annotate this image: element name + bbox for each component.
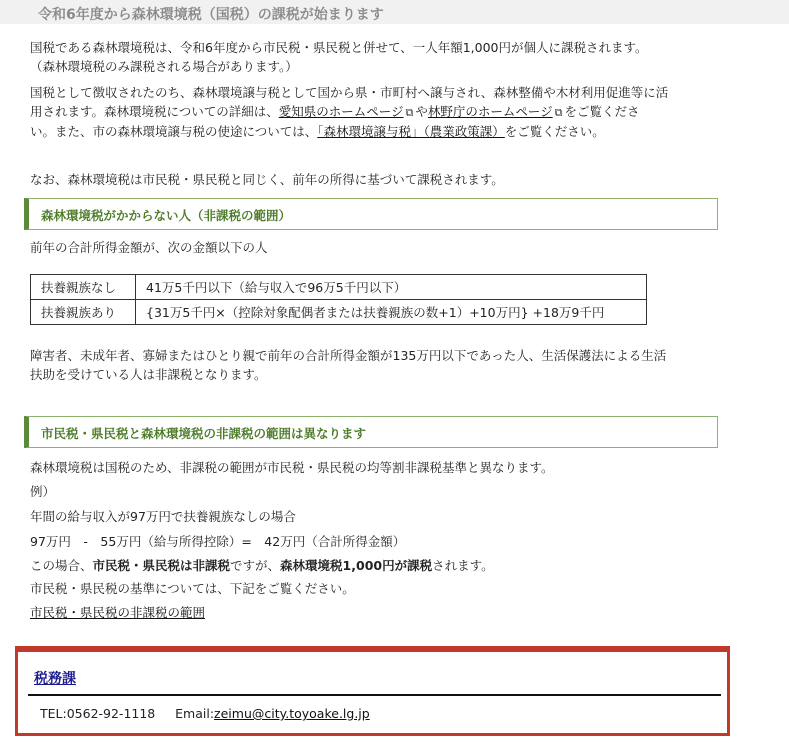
table-row (31, 300, 647, 325)
contact-email-link[interactable]: zeimu@city.toyoake.lg.jp (214, 706, 370, 721)
section-heading-difference (24, 416, 718, 448)
section2-text: この場合、 (30, 558, 93, 573)
table-cell-value: 41万5千円以下（給与収入で96万5千円以下） (136, 275, 647, 300)
intro-p2-text: や (415, 104, 428, 119)
intro-note: なお、森林環境税は市民税・県民税と同じく、前年の所得に基づいて課税されます。 (30, 172, 504, 187)
section2-text: されます。 (432, 558, 494, 573)
section-heading-text: 森林環境税がかからない人（非課税の範囲） (41, 208, 292, 223)
contact-info (40, 706, 370, 721)
section1-note-line: 扶助を受けている人は非課税となります。 (30, 367, 267, 382)
intro-paragraph-2 (30, 83, 668, 141)
contact-divider (28, 694, 721, 696)
page-title: 令和6年度から森林環境税（国税）の課税が始まります (38, 7, 384, 23)
table-cell-label: 扶養親族なし (31, 275, 136, 300)
intro-p2-text: 用されます。森林環境税についての詳細は、 (30, 104, 279, 119)
section2-line-1: 森林環境税は国税のため、非課税の範囲が市民税・県民税の均等割非課税基準と異なります。 (30, 460, 554, 475)
table-cell-label: 扶養親族あり (31, 300, 136, 325)
intro-p2-text: い。また、市の森林環境譲与税の使途については、 (30, 124, 318, 139)
section2-line-6: 市民税・県民税の基準については、下記をご覧ください。 (30, 581, 355, 596)
nontaxable-range-link[interactable]: 市民税・県民税の非課税の範囲 (30, 605, 206, 620)
section2-line-2: 例） (30, 484, 56, 499)
intro-paragraph-1 (30, 38, 648, 76)
section-heading-nontaxable (24, 198, 718, 230)
intro-p2-text: をご覧ください。 (504, 124, 605, 139)
section2-emphasis: 森林環境税1,000円が課税 (280, 558, 433, 573)
jouyo-tax-link[interactable]: 「森林環境譲与税」（農業政策課） (317, 124, 505, 139)
intro-line-1: 国税である森林環境税は、令和6年度から市民税・県民税と併せて、一人年額1,000円が個人に課税されます。 (30, 40, 648, 55)
section2-link-line (30, 603, 205, 622)
section-heading-text: 市民税・県民税と森林環境税の非課税の範囲は異なります (41, 426, 367, 441)
table-cell-value: {31万5千円×（控除対象配偶者または扶養親族の数+1）+10万円} +18万9千円 (136, 300, 647, 325)
intro-line-2: （森林環境税のみ課税される場合があります。） (30, 59, 298, 74)
nontaxable-table (30, 274, 647, 325)
section2-emphasis: 市民税・県民税は非課税 (92, 558, 231, 573)
section1-lead: 前年の合計所得金額が、次の金額以下の人 (30, 240, 268, 255)
intro-p2-line-1: 国税として徴収されたのち、森林環境譲与税として国から県・市町村へ譲与され、森林整備や木材利用促進等に活 (30, 85, 669, 100)
intro-p2-text: をご覧くださ (564, 104, 640, 119)
section2-line-4: 97万円 - 55万円（給与所得控除）= 42万円（合計所得金額） (30, 534, 406, 549)
contact-tel: TEL:0562-92-1118 (40, 706, 156, 721)
section2-line-3: 年間の給与収入が97万円で扶養親族なしの場合 (30, 509, 296, 524)
contact-email-label: Email: (175, 706, 215, 721)
aichi-homepage-link[interactable]: 愛知県のホームページ (278, 104, 404, 119)
external-link-icon: ⧉ (554, 106, 563, 119)
page-header-bar (0, 0, 789, 24)
section1-note (30, 346, 666, 384)
section2-line-5 (30, 556, 494, 575)
section2-text: ですが、 (230, 558, 281, 573)
contact-box (15, 646, 730, 736)
external-link-icon: ⧉ (405, 106, 414, 119)
rinya-homepage-link[interactable]: 林野庁のホームページ (427, 104, 553, 119)
table-row (31, 275, 647, 300)
contact-department-link[interactable]: 税務課 (34, 671, 76, 687)
section1-note-line: 障害者、未成年者、寡婦またはひとり親で前年の合計所得金額が135万円以下であった人、生活保護法による生活 (30, 348, 667, 363)
